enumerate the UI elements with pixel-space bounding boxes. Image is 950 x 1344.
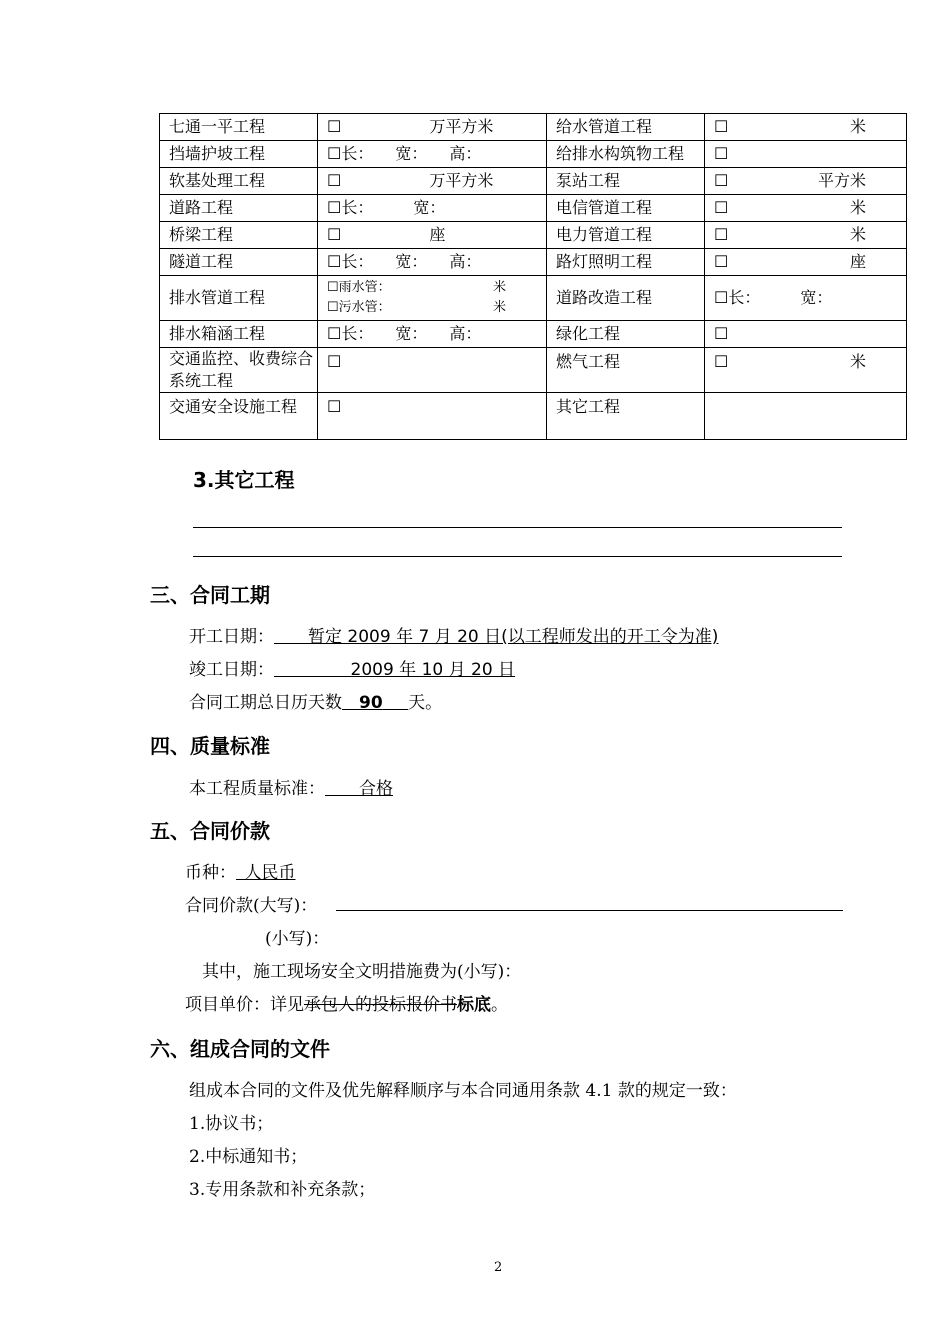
price-title: 五、合同价款 [150, 819, 270, 843]
blank-line-1 [193, 527, 842, 528]
struck-text: 承包人的投标报价书 [304, 995, 457, 1015]
docs-intro: 组成本合同的文件及优先解释顺序与本合同通用条款 4.1 款的规定一致： [189, 1081, 737, 1101]
quantity-cell: ☐雨水管： 米 ☐污水管： 米 [318, 276, 547, 321]
work-item-label: 路灯照明工程 [547, 249, 705, 276]
quantity-cell: ☐ 万平方米 [318, 114, 547, 141]
days-row [189, 688, 442, 713]
table-row [160, 114, 907, 141]
section-3-title: 3.其它工程 [193, 468, 295, 492]
start-date-value: 暂定 2009 年 7 月 20 日(以工程师发出的开工令为准) [308, 627, 719, 647]
end-date-value: 2009 年 10 月 20 日 [350, 660, 516, 680]
days-value: 90 [359, 693, 383, 713]
quantity-cell: ☐ [705, 141, 907, 168]
unit-price-row: 项目单价：详见承包人的投标报价书标底。 [185, 995, 508, 1015]
currency-label: 币种： [185, 863, 236, 883]
quantity-cell: ☐长： 宽： 高： [318, 249, 547, 276]
quality-row [189, 774, 393, 799]
work-item-label: 给排水构筑物工程 [547, 141, 705, 168]
work-item-label: 道路工程 [160, 195, 318, 222]
days-unit: 天。 [408, 693, 443, 713]
safety-fee-label: 其中，施工现场安全文明措施费为(小写)： [202, 962, 522, 982]
work-item-label: 七通一平工程 [160, 114, 318, 141]
work-item-label: 给水管道工程 [547, 114, 705, 141]
quality-label: 本工程质量标准： [189, 779, 325, 799]
quantity-cell: ☐ 座 [318, 222, 547, 249]
duration-title: 三、合同工期 [150, 583, 270, 607]
works-table [159, 113, 907, 440]
page-number: 2 [494, 1260, 503, 1275]
lower-price-label: (小写)： [265, 929, 330, 949]
start-date-label: 开工日期： [189, 627, 274, 647]
work-item-label: 电信管道工程 [547, 195, 705, 222]
upper-price-line [336, 910, 843, 911]
currency-row [185, 858, 296, 883]
unit-price-value: 标底 [457, 995, 491, 1015]
work-item-label: 排水管道工程 [160, 276, 318, 321]
docs-item: 3.专用条款和补充条款； [189, 1180, 376, 1200]
table-row [160, 348, 907, 393]
end-date-row [189, 655, 515, 680]
quantity-cell: ☐长： 宽： [705, 276, 907, 321]
work-item-label: 其它工程 [547, 393, 705, 440]
table-row [160, 321, 907, 348]
docs-item: 1.协议书； [189, 1114, 274, 1134]
table-row [160, 222, 907, 249]
quantity-cell: ☐ 万平方米 [318, 168, 547, 195]
quantity-cell: ☐ [705, 321, 907, 348]
table-row [160, 195, 907, 222]
days-label: 合同工期总日历天数 [189, 693, 342, 713]
table-row [160, 249, 907, 276]
quantity-cell: ☐ [318, 393, 547, 440]
quantity-cell: ☐长： 宽： 高： [318, 321, 547, 348]
currency-value: 人民币 [244, 863, 296, 883]
quantity-cell: ☐ 米 [705, 195, 907, 222]
docs-title: 六、组成合同的文件 [150, 1037, 330, 1061]
end-date-label: 竣工日期： [189, 660, 274, 680]
blank-line-2 [193, 556, 842, 557]
quantity-cell: ☐ 米 [705, 222, 907, 249]
work-item-label: 交通安全设施工程 [160, 393, 318, 440]
work-item-label: 电力管道工程 [547, 222, 705, 249]
work-item-label: 燃气工程 [547, 348, 705, 393]
quality-title: 四、质量标准 [150, 734, 270, 758]
table-row [160, 393, 907, 440]
table-row [160, 168, 907, 195]
work-item-label: 桥梁工程 [160, 222, 318, 249]
work-item-label: 挡墙护坡工程 [160, 141, 318, 168]
quality-value: 合格 [359, 779, 393, 799]
quantity-cell: ☐长： 宽： [318, 195, 547, 222]
table-row [160, 141, 907, 168]
quantity-cell: ☐ [318, 348, 547, 393]
docs-item: 2.中标通知书； [189, 1147, 308, 1167]
quantity-cell: ☐长： 宽： 高： [318, 141, 547, 168]
work-item-label: 隧道工程 [160, 249, 318, 276]
work-item-label: 交通监控、收费综合系统工程 [160, 348, 318, 393]
start-date-row [189, 622, 718, 647]
upper-price-label: 合同价款(大写)： [185, 896, 318, 916]
quantity-cell: ☐ 米 [705, 114, 907, 141]
quantity-cell: ☐ 平方米 [705, 168, 907, 195]
quantity-cell [705, 393, 907, 440]
work-item-label: 绿化工程 [547, 321, 705, 348]
work-item-label: 软基处理工程 [160, 168, 318, 195]
work-item-label: 泵站工程 [547, 168, 705, 195]
table-row [160, 276, 907, 321]
quantity-cell: ☐ 座 [705, 249, 907, 276]
work-item-label: 排水箱涵工程 [160, 321, 318, 348]
quantity-cell: ☐ 米 [705, 348, 907, 393]
work-item-label: 道路改造工程 [547, 276, 705, 321]
